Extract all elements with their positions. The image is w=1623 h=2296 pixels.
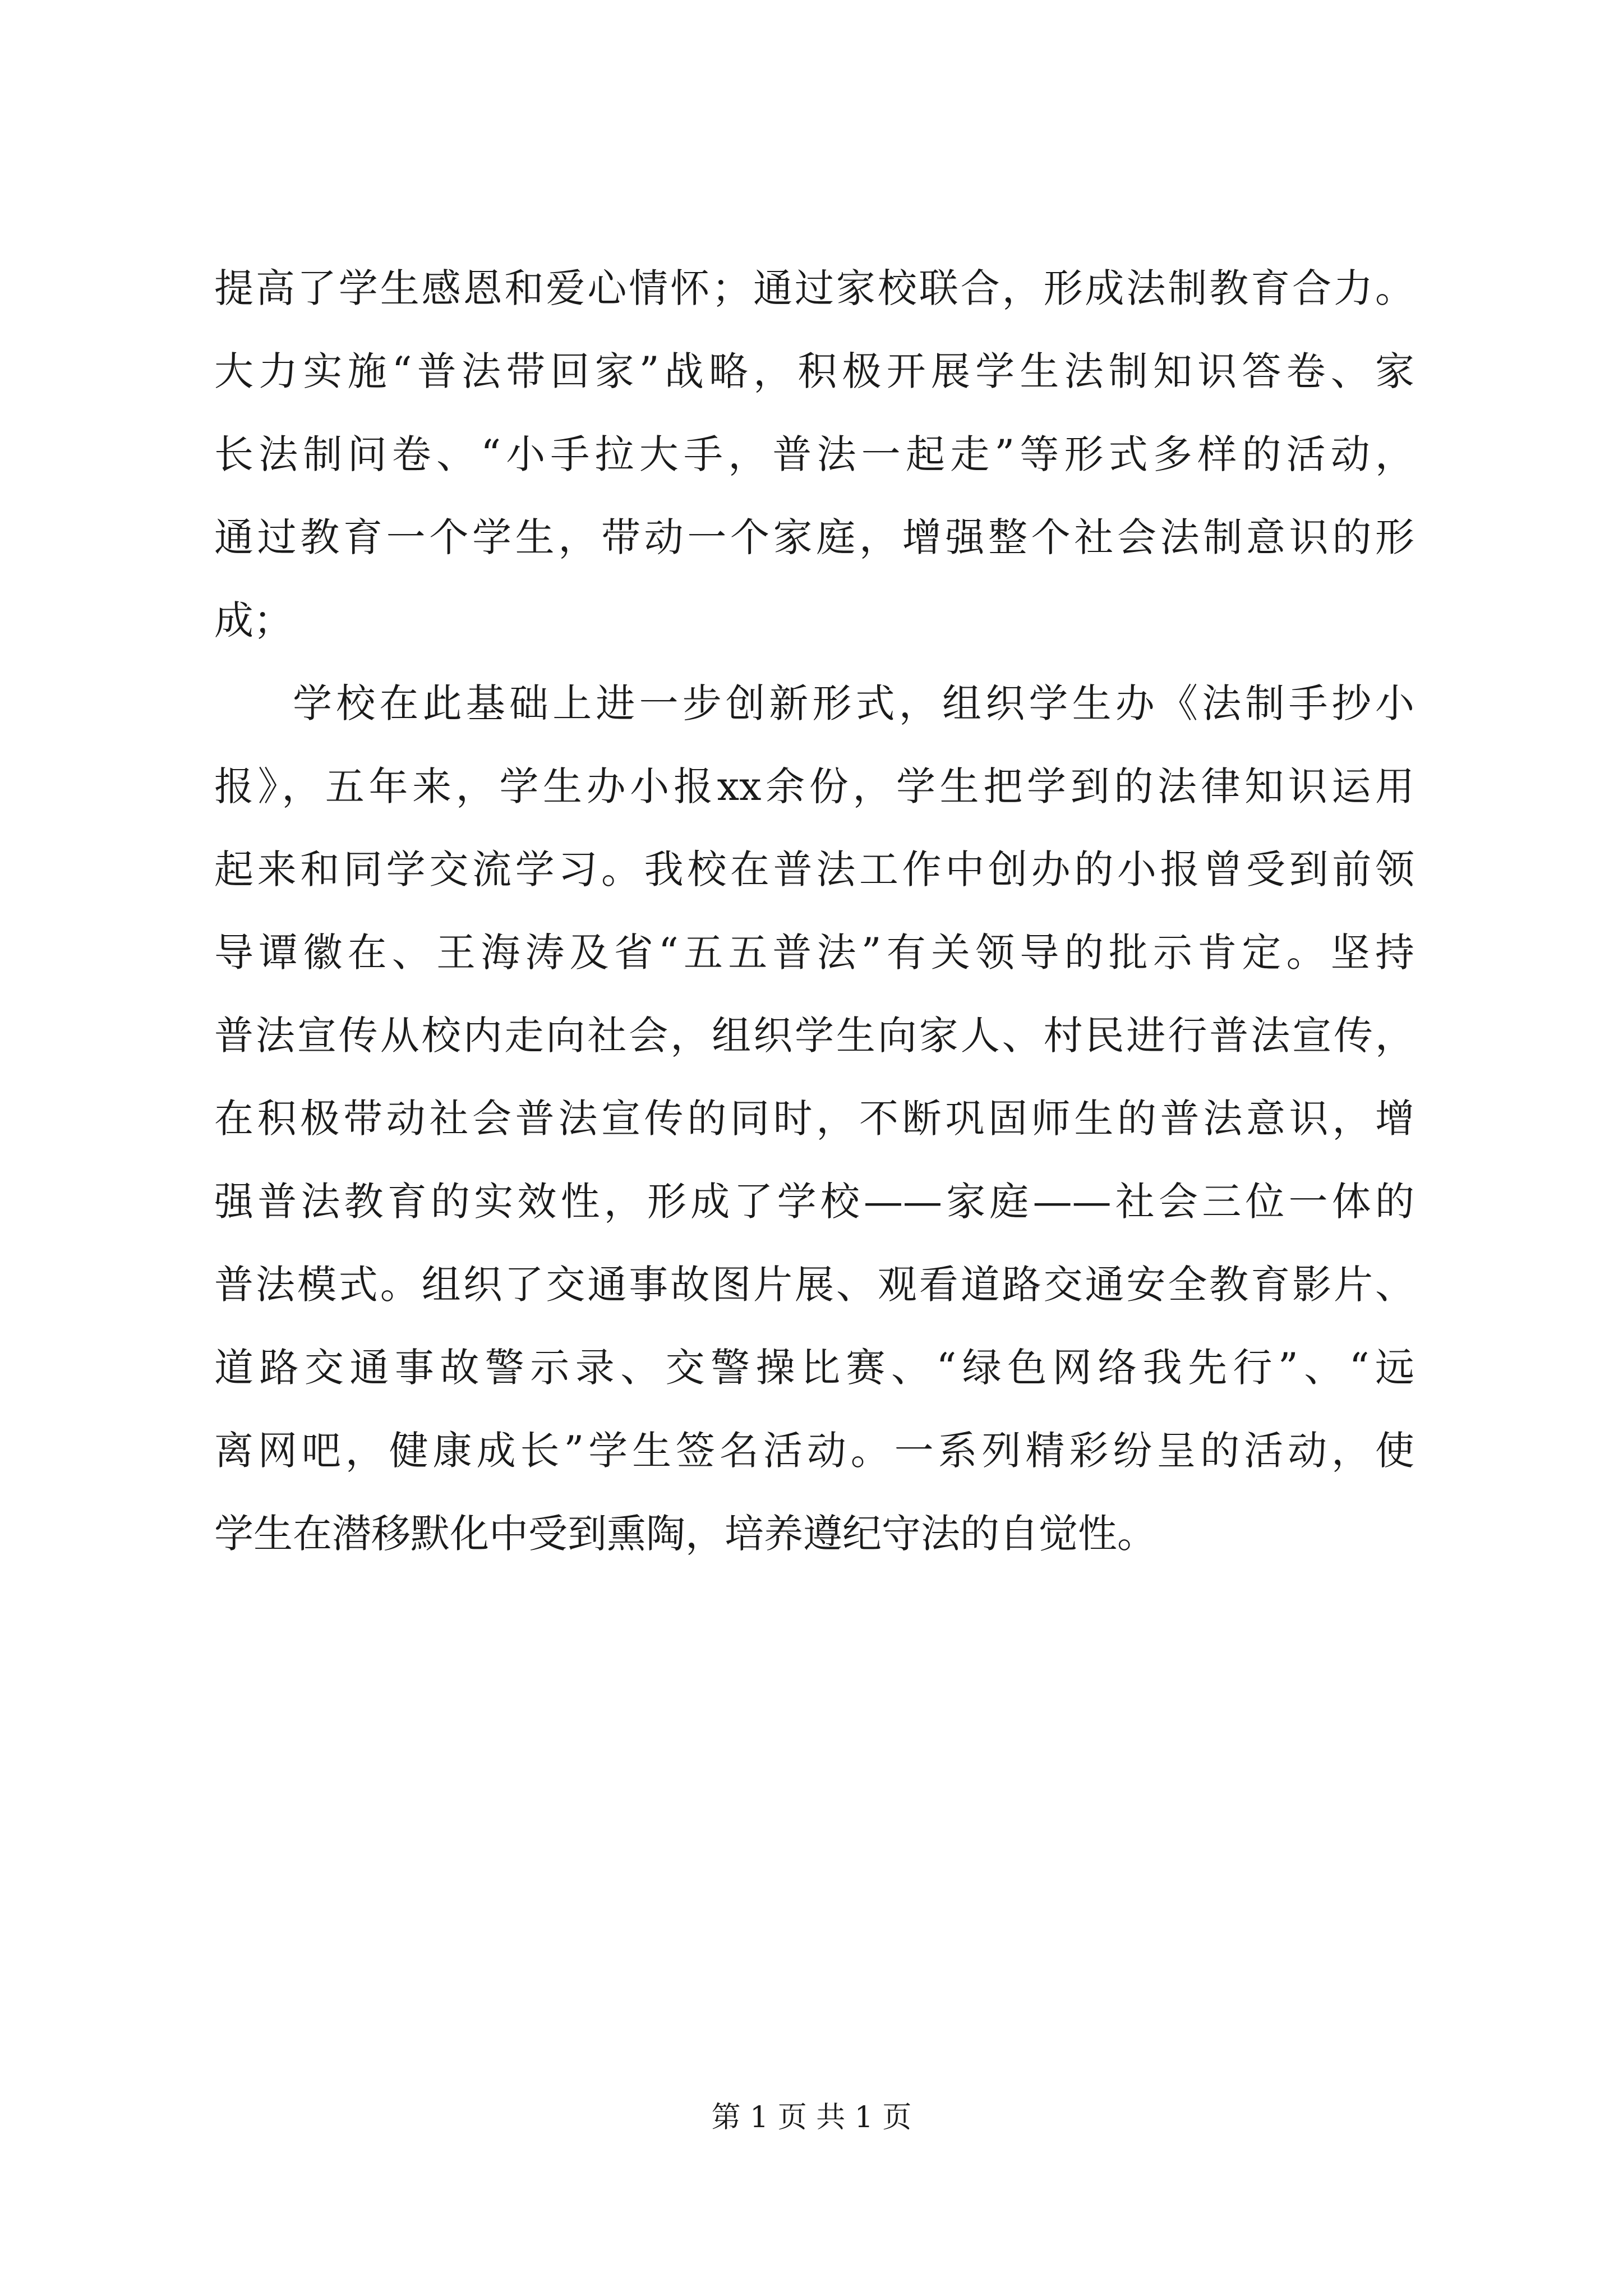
page-number: 第 1 页 共 1 页: [711, 2101, 912, 2134]
paragraph-2-line-6: 在积极带动社会普法宣传的同时，不断巩固师生的普法意识，增: [214, 1096, 1414, 1142]
paragraph-2-line-9: 道路交通事故警示录、交警操比赛、“绿色网络我先行”、“远: [214, 1345, 1414, 1391]
paragraph-1-line-1: 提高了学生感恩和爱心情怀；通过家校联合，形成法制教育合力。: [214, 265, 1414, 311]
paragraph-2-line-2: 报》，五年来，学生办小报xx余份，学生把学到的法律知识运用: [214, 763, 1414, 809]
paragraph-2-line-8: 普法模式。组织了交通事故图片展、观看道路交通安全教育影片、: [214, 1262, 1414, 1308]
paragraph-2-line-5: 普法宣传从校内走向社会，组织学生向家人、村民进行普法宣传，: [214, 1013, 1414, 1059]
paragraph-2-line-10: 离网吧，健康成长”学生签名活动。一系列精彩纷呈的活动，使: [214, 1428, 1414, 1474]
paragraph-2-line-3: 起来和同学交流学习。我校在普法工作中创办的小报曾受到前领: [214, 846, 1414, 892]
paragraph-2-line-4: 导谭徽在、王海涛及省“五五普法”有关领导的批示肯定。坚持: [214, 930, 1414, 976]
paragraph-1-line-3: 长法制问卷、“小手拉大手，普法一起走”等形式多样的活动，: [214, 431, 1414, 477]
paragraph-1-line-2: 大力实施“普法带回家”战略，积极开展学生法制知识答卷、家: [214, 348, 1414, 394]
body-text: [214, 247, 1414, 1575]
paragraph-2-line-11: 学生在潜移默化中受到熏陶，培养遵纪守法的自觉性。: [214, 1511, 1156, 1557]
paragraph-2-line-7: 强普法教育的实效性，形成了学校——家庭——社会三位一体的: [214, 1179, 1414, 1225]
paragraph-2-line-1: 学校在此基础上进一步创新形式，组织学生办《法制手抄小: [293, 680, 1414, 726]
page-footer: [0, 2098, 1623, 2137]
paragraph-1-line-4: 通过教育一个学生，带动一个家庭，增强整个社会法制意识的形: [214, 514, 1414, 560]
paragraph-1-line-5: 成；: [214, 597, 293, 643]
